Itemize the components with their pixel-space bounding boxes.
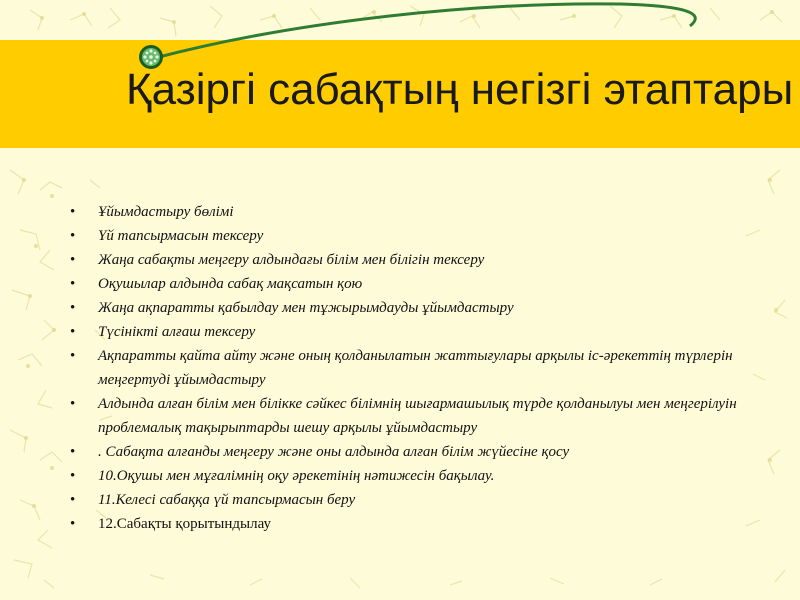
bullet-dot: •	[70, 348, 76, 364]
list-item	[70, 248, 750, 272]
list-item-text: Үй тапсырмасын тексеру	[98, 228, 264, 244]
list-item-text: Оқушылар алдында сабақ мақсатын қою	[98, 276, 363, 292]
bullet-dot: •	[70, 252, 76, 268]
list-item	[70, 344, 750, 392]
list-item-text: Ақпаратты қайта айту және оның қолданылатын жаттығулары арқылы іс-әрекеттің түрлерін меңгертуді ұйымдастыру	[98, 348, 733, 388]
bullet-dot: •	[70, 468, 76, 484]
bullet-dot: •	[70, 204, 76, 220]
list-item-text: Алдында алған білім мен білікке сәйкес білімнің шығармашылық түрде қолданылуы мен меңгерілуін проблемалық тақырыптарды шешу арқылы ұйымдастыру	[98, 396, 737, 436]
bullet-list	[70, 200, 750, 536]
bullet-dot: •	[70, 444, 76, 460]
bullet-dot: •	[70, 276, 76, 292]
bullet-dot: •	[70, 324, 76, 340]
list-item	[70, 392, 750, 440]
list-item-text: Жаңа ақпаратты қабылдау мен тұжырымдауды ұйымдастыру	[98, 300, 514, 316]
slide-title: Қазіргі сабақтың негізгі этаптары	[126, 65, 794, 114]
list-item-text: Ұйымдастыру бөлімі	[98, 204, 234, 220]
list-item-text: 10.Оқушы мен мұғалімнің оқу әрекетінің нәтижесін бақылау.	[98, 468, 495, 484]
bullet-dot: •	[70, 492, 76, 508]
list-item	[70, 224, 750, 248]
list-item	[70, 320, 750, 344]
list-item-text: 12.Сабақты қорытындылау	[98, 516, 271, 532]
bullet-dot: •	[70, 516, 76, 532]
list-item	[70, 296, 750, 320]
list-item-text: Түсінікті алғаш тексеру	[98, 324, 256, 340]
list-item-text: 11.Келесі сабаққа үй тапсырмасын беру	[98, 492, 356, 508]
list-item	[70, 272, 750, 296]
bullet-dot: •	[70, 300, 76, 316]
list-item-text: . Сабақта алғанды меңгеру және оны алдында алған білім жүйесіне қосу	[98, 444, 570, 460]
list-item	[70, 512, 750, 536]
list-item	[70, 440, 750, 464]
bullet-dot: •	[70, 396, 76, 412]
list-item	[70, 488, 750, 512]
list-item	[70, 464, 750, 488]
bullet-dot: •	[70, 228, 76, 244]
list-item-text: Жаңа сабақты меңгеру алдындағы білім мен білігін тексеру	[98, 252, 485, 268]
list-item	[70, 200, 750, 224]
